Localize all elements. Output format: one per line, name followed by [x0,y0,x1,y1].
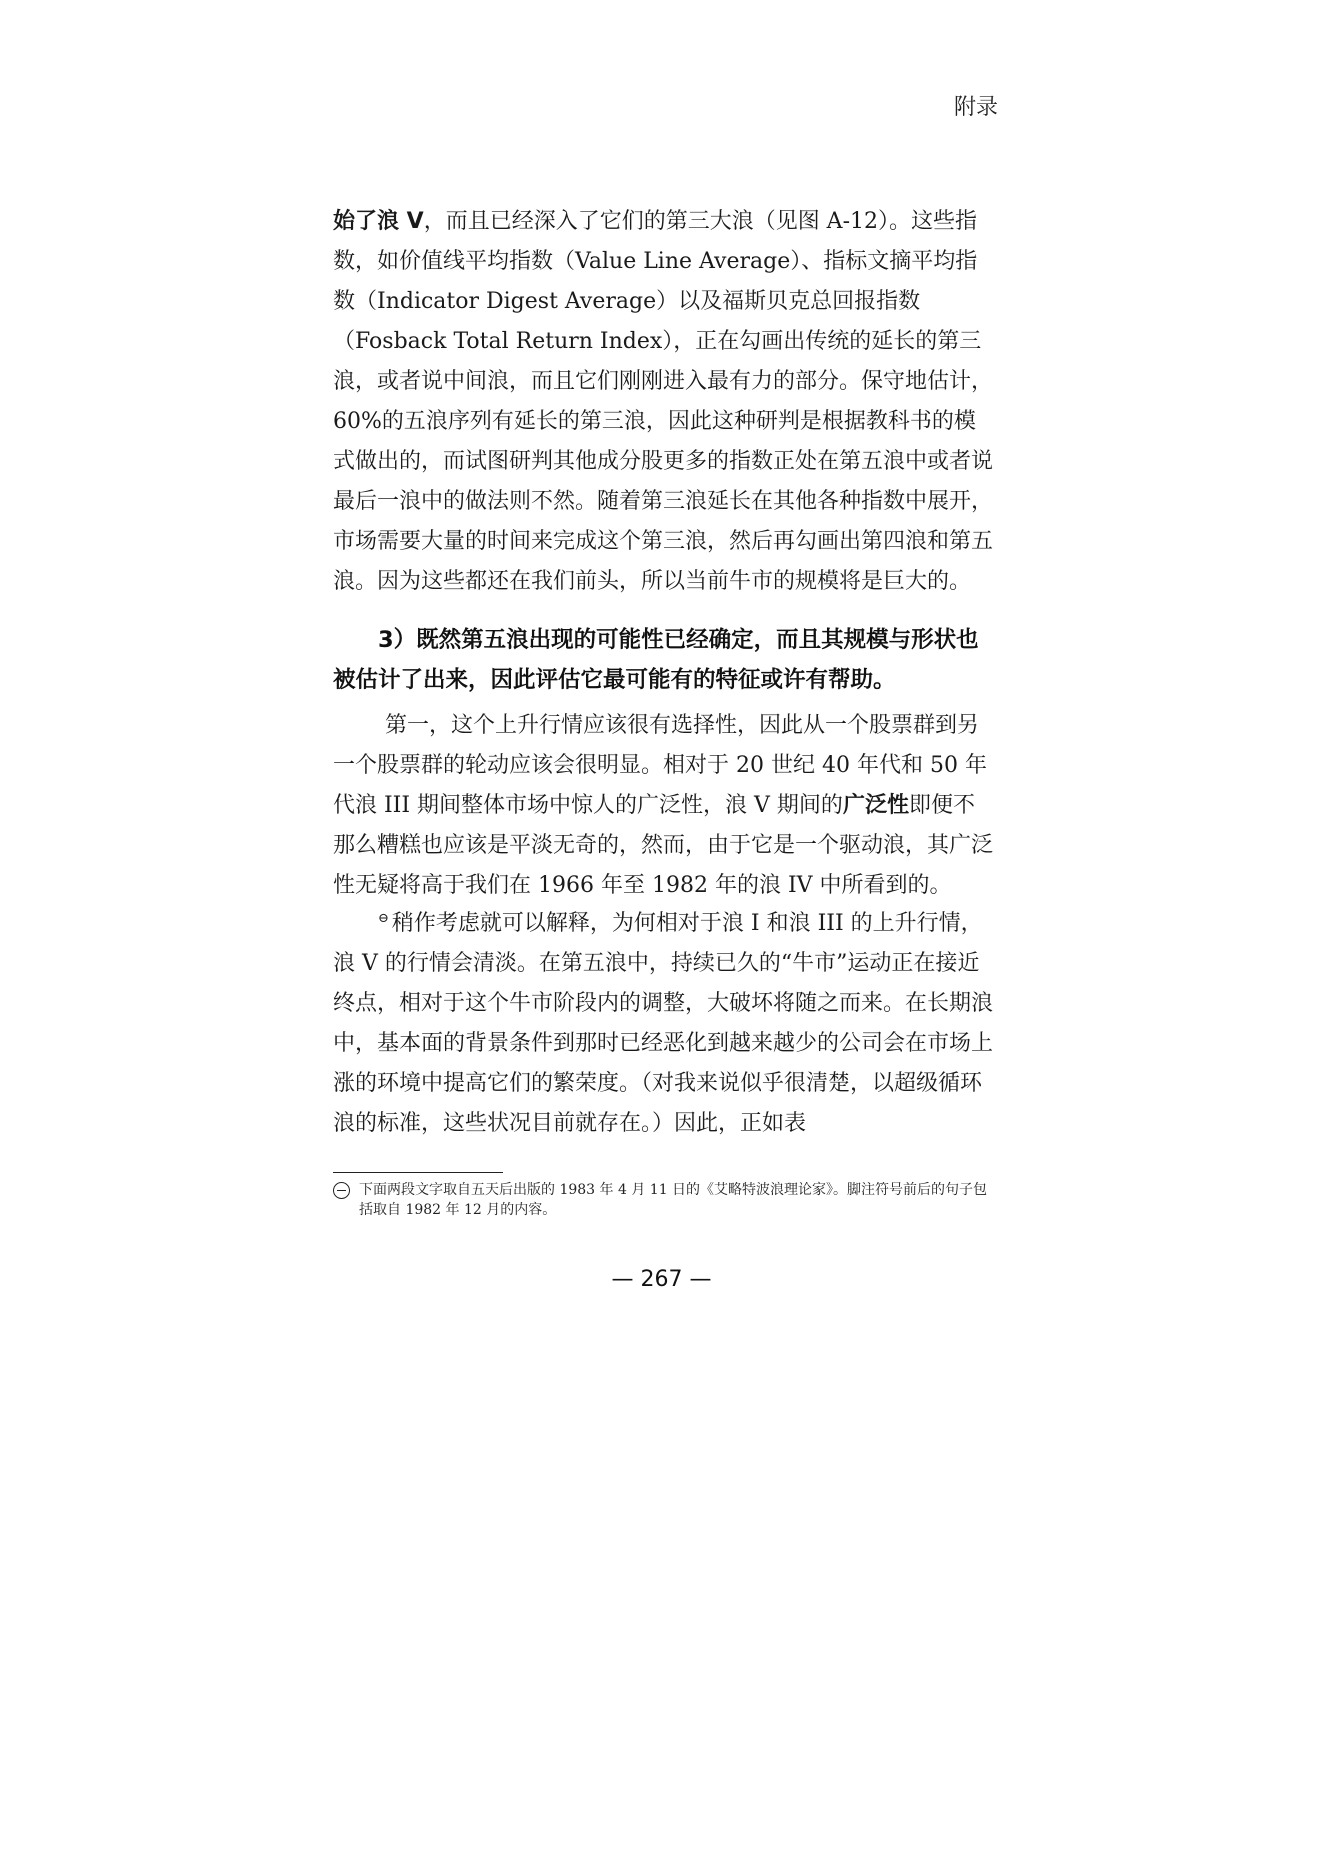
paragraph-1-body: ，而且已经深入了它们的第三大浪（见图 A-12）。这些指数，如价值线平均指数（Value Line Average）、指标文摘平均指数（Indicator Digest Average）以及福斯贝克总回报指数（Fosback Total Return Index），正在勾画出传统的延长的第三浪，或者说中间浪，而且它们刚刚进入最有力的部分。保守地估计，60%的五浪序列有延长的第三浪，因此这种研判是根据教科书的模式做出的，而试图研判其他成分股更多的指数正处在第五浪中或者说最后一浪中的做法则不然。随着第三浪延长在其他各种指数中展开，市场需要大量的时间来完成这个第三浪，然后再勾画出第四浪和第五浪。因为这些都还在我们前头，所以当前牛市的规模将是巨大的。 [333,209,994,594]
section-heading-3: 3）既然第五浪出现的可能性已经确定，而且其规模与形状也被估计了出来，因此评估它最可能有的特征或许有帮助。 [333,627,979,693]
footnote-reference-mark[interactable]: ⊖ [378,910,389,926]
footnote [333,1180,995,1220]
running-head: 附录 [953,95,998,120]
body-paragraph-1 [333,202,995,602]
paragraph-1-lead: 始了浪 V [333,209,424,234]
paragraph-2-bold-term: 广泛性 [842,793,909,818]
page-number: — 267 — [611,1267,712,1292]
paragraph-3-body: 稍作考虑就可以解释，为何相对于浪 I 和浪 III 的上升行情，浪 V 的行情会清淡。在第五浪中，持续已久的“牛市”运动正在接近终点，相对于这个牛市阶段内的调整，大破坏将随之而来。在长期浪中，基本面的背景条件到那时已经恶化到越来越少的公司会在市场上涨的环境中提高它们的繁荣度。（对我来说似乎很清楚，以超级循环浪的标准，这些状况目前就存在。）因此，正如表 [333,911,994,1136]
footnote-divider [333,1172,503,1173]
body-paragraph-2 [333,706,995,906]
paragraph-2-before: 第一，这个上升行情应该很有选择性，因此从一个股票群到另一个股票群的轮动应该会很明显。相对于 20 世纪 40 年代和 50 年代浪 III 期间整体市场中惊人的广泛性，浪 V 期间的 [333,713,987,818]
circled-minus-icon [333,1182,350,1199]
footnote-text: 下面两段文字取自五天后出版的 1983 年 4 月 11 日的《艾略特波浪理论家》。脚注符号前后的句子包括取自 1982 年 12 月的内容。 [359,1182,988,1218]
body-paragraph-3 [333,904,995,1144]
paragraph-2-after: 即便不那么糟糕也应该是平淡无奇的，然而，由于它是一个驱动浪，其广泛性无疑将高于我们在 1966 年至 1982 年的浪 IV 中所看到的。 [333,793,994,898]
